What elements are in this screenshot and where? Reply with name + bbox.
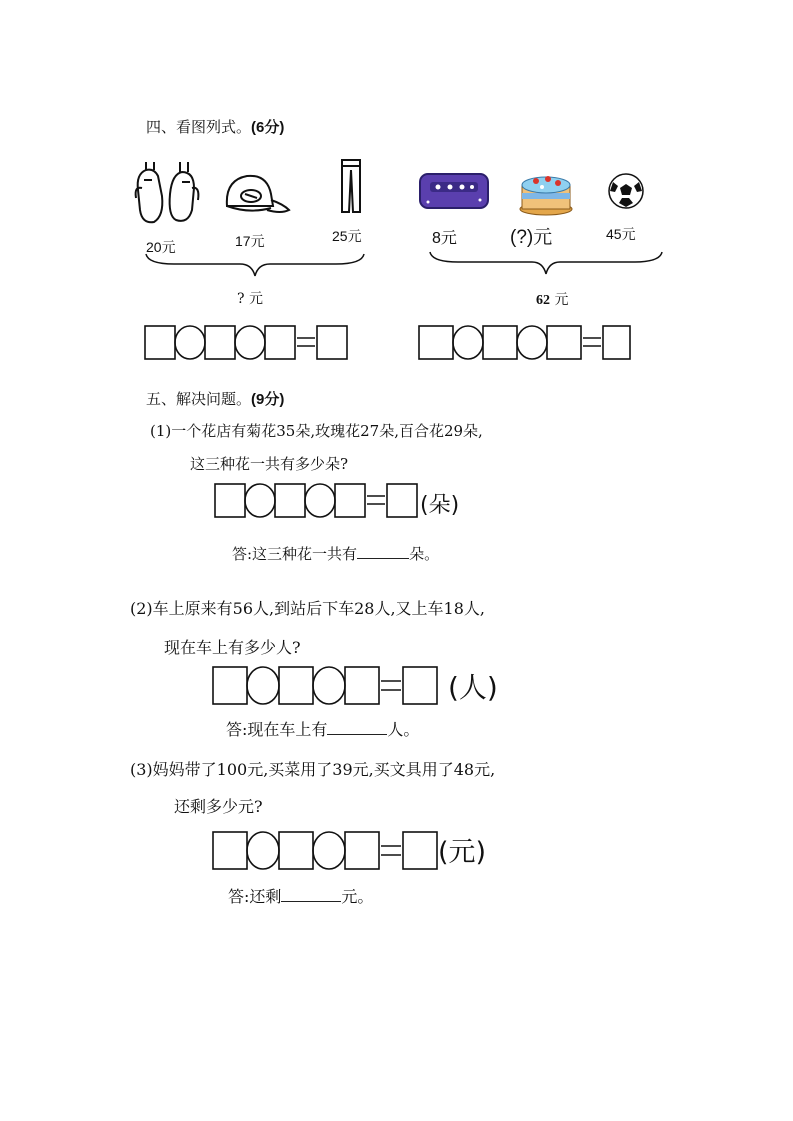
pencil-case-icon (418, 172, 490, 212)
problem2-answer-suffix: 人。 (387, 720, 420, 739)
trousers-price: 25元 (332, 228, 362, 244)
problem2-answer-blank[interactable] (327, 720, 387, 735)
problem1-answer (232, 543, 439, 564)
cap-price: 17元 (235, 233, 265, 249)
trousers-icon (338, 158, 364, 214)
left-brace (144, 252, 366, 280)
problem3-answer (228, 884, 373, 907)
problem3-line2: 还剩多少元? (174, 797, 263, 816)
problem1-line1: (1)一个花店有菊花35朵,玫瑰花27朵,百合花29朵, (150, 422, 483, 440)
right-brace (428, 250, 664, 278)
mittens-price: 20元 (146, 239, 176, 255)
problem2-unit: (人) (448, 671, 498, 704)
equation-template-2 (212, 666, 440, 706)
equation-template-1 (214, 483, 420, 519)
problem2-answer (226, 717, 419, 740)
problem3-unit: (元) (438, 837, 487, 868)
cake-price: (?)元 (510, 227, 553, 248)
problem1-answer-blank[interactable] (357, 544, 409, 559)
section4-heading (146, 116, 284, 137)
problem2-line2: 现在车上有多少人? (164, 638, 301, 657)
section4-title: 四、看图列式。 (146, 118, 252, 136)
right-total-unit: 元 (554, 292, 569, 308)
problem1-answer-suffix: 朵。 (409, 545, 440, 563)
problem3-answer-suffix: 元。 (341, 887, 374, 906)
problem1-answer-prefix: 答:这三种花一共有 (232, 545, 358, 563)
section4-score: (6分) (251, 119, 285, 136)
problem3-answer-prefix: 答:还剩 (228, 887, 282, 906)
problem2-answer-prefix: 答:现在车上有 (226, 720, 328, 739)
mittens-icon (132, 158, 202, 228)
problem1-line2: 这三种花一共有多少朵? (190, 455, 349, 473)
right-total-value: 62 (536, 293, 550, 308)
cake-icon (518, 167, 574, 217)
cap-icon (221, 170, 291, 220)
section5-score: (9分) (251, 391, 285, 408)
problem2-line1: (2)车上原来有56人,到站后下车28人,又上车18人, (130, 599, 486, 618)
right-total (536, 289, 568, 309)
problem1-unit: (朵) (420, 493, 460, 518)
equation-template-right (418, 325, 632, 361)
problem3-answer-blank[interactable] (281, 887, 341, 902)
problem3-line1: (3)妈妈带了100元,买菜用了39元,买文具用了48元, (130, 760, 496, 779)
left-total: ? 元 (237, 291, 263, 307)
section5-heading (146, 388, 284, 409)
pencil-case-price: 8元 (432, 230, 457, 247)
equation-template-3 (212, 831, 440, 871)
section5-title: 五、解决问题。 (146, 390, 252, 408)
soccer-ball-icon (607, 172, 645, 210)
soccer-ball-price: 45元 (606, 226, 636, 242)
equation-template-left (144, 325, 350, 361)
